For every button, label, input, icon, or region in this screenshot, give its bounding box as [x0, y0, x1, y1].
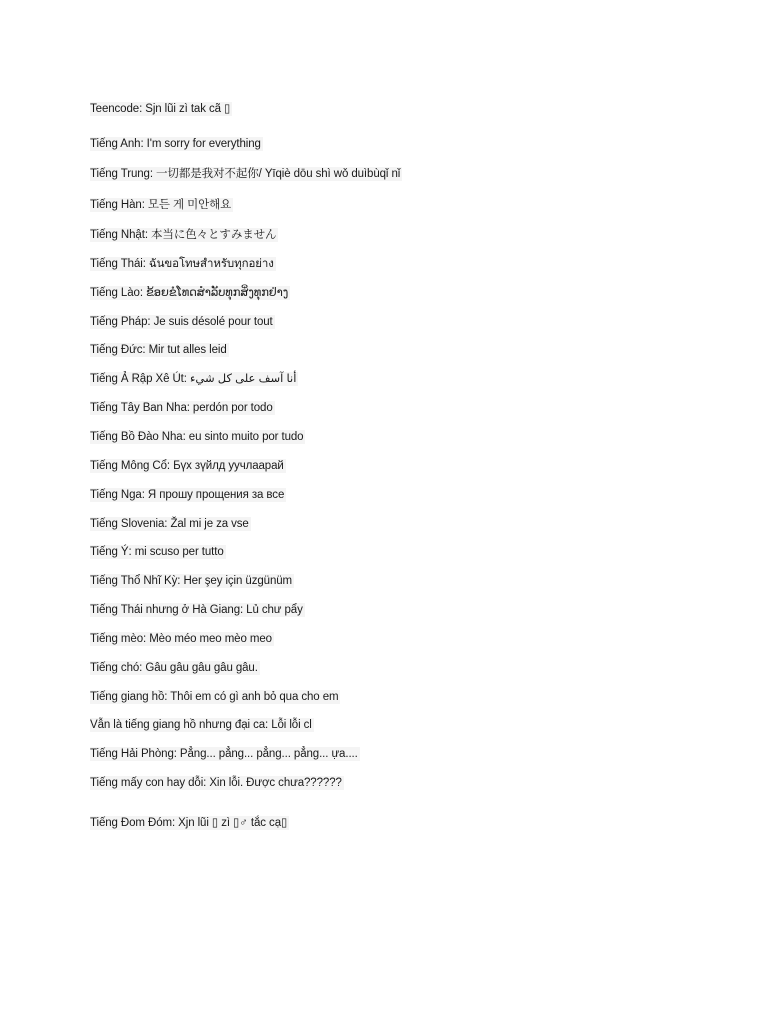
text-line: Tiếng Đức: Mir tut alles leid — [90, 344, 227, 356]
text-line: Tiếng Tây Ban Nha: perdón por todo — [90, 402, 273, 414]
text-line: Tiếng Pháp: Je suis désolé pour tout — [90, 316, 273, 328]
text-line: Tiếng Thổ Nhĩ Kỳ: Her şey için üzgünüm — [90, 575, 293, 587]
text-line: Tiếng Ý: mi scuso per tutto — [90, 546, 224, 558]
text-line: Tiếng Ả Rập Xê Út: أنا آسف على كل شيء — [90, 373, 297, 385]
text-line: Tiếng Lào: ຂ້ອຍຂໍໂທດສໍາລັບທຸກສິ່ງທຸກຢ່າງ — [90, 287, 289, 299]
text-line: Tiếng Bồ Đào Nha: eu sinto muito por tudo — [90, 431, 304, 443]
text-line: Tiếng Trung: 一切都是我对不起你/ Yīqiè dōu shì wǒ duìbùqǐ nǐ — [90, 168, 401, 180]
text-line: Tiếng Thái: ฉันขอโทษสำหรับทุกอย่าง — [90, 258, 274, 270]
text-line: Tiếng Slovenia: Žal mi je za vse — [90, 518, 249, 530]
text-line: Tiếng giang hồ: Thôi em có gì anh bỏ qua cho em — [90, 691, 339, 703]
text-line: Tiếng Mông Cổ: Бүх зүйлд уучлаарай — [90, 460, 284, 472]
text-line: Tiếng mấy con hay dỗi: Xin lỗi. Được chưa?????? — [90, 777, 342, 789]
text-line: Tiếng Nga: Я прошу прощения за все — [90, 489, 285, 501]
text-line: Tiếng Thái nhưng ở Hà Giang: Lủ chư pẩy — [90, 604, 303, 616]
text-line: Teencode: Sjn lũi zì tak cã ▯ — [90, 103, 231, 115]
text-line: Tiếng chó: Gâu gâu gâu gâu gâu. — [90, 662, 258, 674]
text-line: Tiếng Hàn: 모든 게 미안해요 — [90, 199, 232, 211]
text-line: Vẫn là tiếng giang hồ nhưng đại ca: Lỗi lỗi cl — [90, 719, 312, 731]
text-line: Tiếng Hải Phòng: Pẳng... pẳng... pẳng... pẳng... ựa.... — [90, 748, 358, 760]
text-line: Tiếng mèo: Mèo méo meo mèo meo — [90, 633, 272, 645]
text-line: Tiếng Nhật: 本当に色々とすみません — [90, 229, 277, 241]
text-line: Tiếng Anh: I'm sorry for everything — [90, 138, 261, 150]
text-line: Tiếng Đom Đóm: Xjn lũi ▯ zì ▯♂ tắc cạ▯ — [90, 817, 288, 829]
